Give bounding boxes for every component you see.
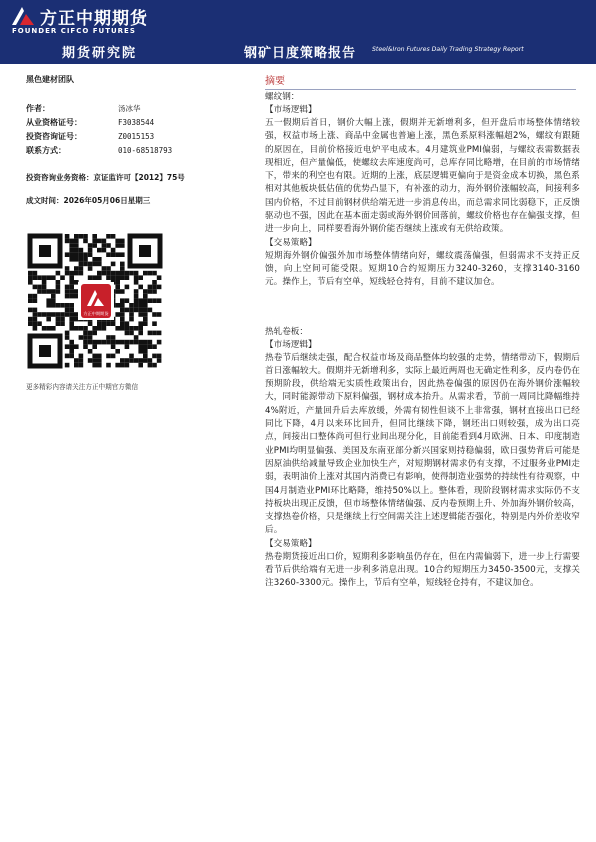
hrc-trade-tag: 【交易策略】 (265, 538, 317, 549)
qr-logo-text: 方正中期期货 (83, 311, 109, 316)
meta-value: 010-68518793 (118, 146, 173, 155)
report-title-english: Steel&Iron Futures Daily Trading Strategy Report (372, 46, 524, 53)
meta-row-contact (26, 144, 256, 158)
section-gap (265, 290, 580, 324)
meta-key: 联系方式： (26, 146, 66, 155)
brand-name: 方正中期期货 (40, 9, 148, 29)
license-info: 投资咨询业务资格：京证监许可【2012】75号 (26, 173, 185, 182)
report-title: 钢矿日度策略报告 (244, 46, 357, 61)
report-header (0, 0, 596, 64)
hrc-title: 热轧卷板： (265, 326, 308, 337)
meta-row-consulting (26, 130, 256, 144)
abstract-title: 摘要 (265, 76, 285, 87)
hrc-trade-text: 热卷期货接近出口价，短期利多影响虽仍存在，但在内需偏弱下，进一步上行需要看节后供给端有无进一步利多消息出现。10合约短期压力3450-3500元，支撑关注3260-3300元。操作上，节后有空单，短线轻仓持有，不建议加仓。 (265, 551, 580, 589)
meta-key: 从业资格证号： (26, 118, 82, 127)
meta-key: 投资咨询证号： (26, 132, 82, 141)
rebar-trade-text: 短期海外钢价偏强外加市场整体情绪向好，螺纹震荡偏强，但弱需求不支持正反馈，向上空间可能受限。短期10合约短期压力3240-3260，支撑3140-3160元。操作上，节后有空单，短线轻仓持有，目前不建议加仓。 (265, 250, 580, 288)
rebar-logic-tag: 【市场逻辑】 (265, 105, 317, 115)
team-name: 黑色建材团队 (26, 75, 74, 84)
meta-value: Z0015153 (118, 132, 155, 141)
rebar-title: 螺纹钢： (265, 92, 300, 102)
meta-key: 作者： (26, 104, 50, 113)
meta-value: F3038544 (118, 118, 155, 127)
meta-value: 汤冰华 (118, 104, 141, 113)
rebar-logic-text: 五一假期后首日，钢价大幅上涨，假期并无新增利多，但开盘后市场整体情绪较强，权益市场上涨、商品中金属也普遍上涨，黑色系原料涨幅超2%，螺纹有跟随的原因在，目前价格接近电炉平电成本。4月建筑业PMI偏弱，与螺纹表需数据表现相近，但产量偏低，使螺纹去库速度尚可，总库存同比略增，在目前的市场情绪下，带来的利空也有限。近期的上涨，底层逻辑更偏向于是资金成本切换，黑色系相对其他板块低估值的优势凸显下，有补涨的动力，海外钢价涨幅较高，间接利多国内价格，不过目前钢材供给端无进一步消息传出，而总需求同比弱稳下，正反馈驱动也不强，因此在基本面走弱或海外钢价回落前，螺纹价格也存在偏强支撑，但进一步向上，同样要看海外钢价能否继续上涨或有无供给政策。 (265, 118, 580, 235)
hrc-logic-text: 热卷节后继续走强，配合权益市场及商品整体均较强的走势，情绪带动下，假期后首日涨幅较大。假期并无新增利多，实际上最近两周也无确定性利多，反内卷仍在预期阶段，供给端无实质性政策出台，因此热卷偏强的原因仍在海外钢价涨幅较大，同时能源带动下原料偏强，钢材成本抬升。从需求看，节前一周同比降幅维持4%附近，产量回升后去库放缓，外需有韧性但谈不上非常强，钢材直接出口已经同比下降，4月以来环比回升，但同比继续下降，钢坯出口则较强，成为出口亮点，间接出口整体尚可但行业间出现分化，目前能看到4月欧洲、日本、印度制造业PMI均明显偏强、美国及东南亚部分新兴国家则持稳偏弱，欧日强势背后可能是因原油供给减量导致企业加快生产，对短期钢材需求仍有支撑，不过服务业PMI走弱，表明油价上涨对其国内消费已有影响，使得制造业强势的持续性有待观察，中国4月制造业PMI环比略降，维持50%以上。整体看，现阶段钢材需求实际仍不支持板块出现正反馈，但市场整体情绪偏强、反内卷预期上升、外加海外钢价较高，支撑热卷价格，只是继续上行空间需关注上述逻辑能否强化，特别是内外价差收窄后。 (265, 352, 580, 536)
rebar-trade-tag: 【交易策略】 (265, 237, 317, 248)
qr-code-icon (26, 232, 164, 370)
author-panel (26, 74, 256, 206)
qr-caption: 更多精彩内容请关注方正中期官方微信 (26, 383, 139, 391)
institute-name: 期货研究院 (62, 46, 138, 61)
meta-row-author (26, 102, 256, 116)
meta-row-qualification (26, 116, 256, 130)
brand-name-english: FOUNDER CIFCO FUTURES (12, 27, 136, 35)
publish-time: 成文时间：2026年05月06日星期三 (26, 196, 151, 205)
hrc-logic-tag: 【市场逻辑】 (265, 339, 317, 350)
abstract-panel (265, 74, 580, 591)
founder-logo-icon (10, 5, 36, 27)
